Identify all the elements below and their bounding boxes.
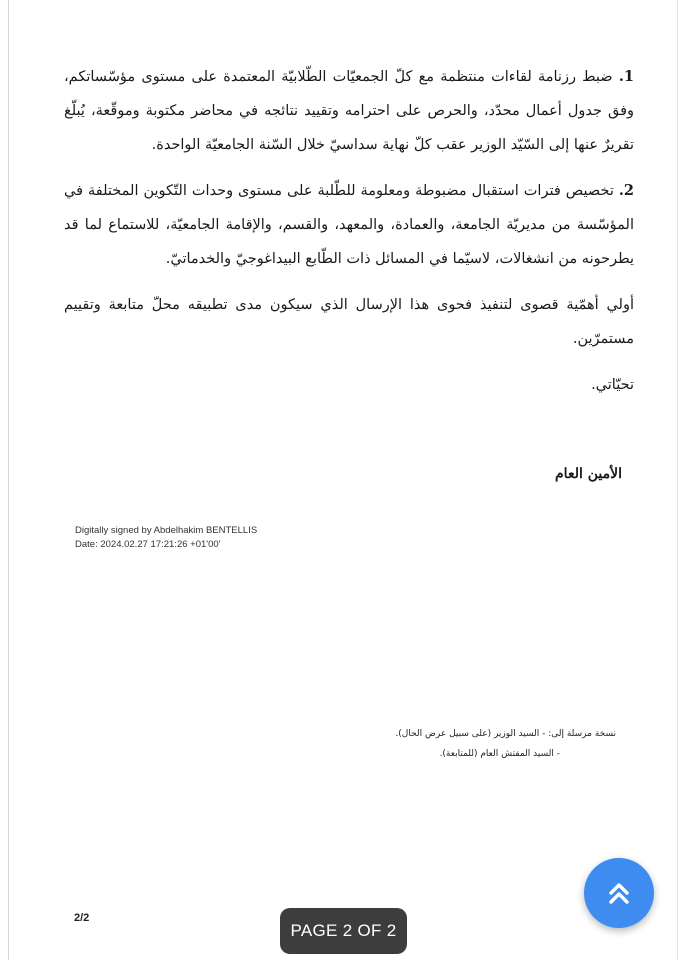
closing-paragraph: أولي أهمّية قصوى لتنفيذ فحوى هذا الإرسال الذي سيكون مدى تطبيقه محلّ متابعة وتقييم مستمرّين. bbox=[64, 297, 634, 347]
digital-signature-signer: Digitally signed by Abdelhakim BENTELLIS bbox=[75, 525, 258, 536]
page-left-edge bbox=[8, 0, 9, 960]
paragraph-1 bbox=[64, 60, 634, 162]
paragraph-2 bbox=[64, 174, 634, 276]
digital-signature-date: Date: 2024.02.27 17:21:26 +01'00' bbox=[75, 539, 221, 550]
copy-recipient-inspector: - السيد المفتش العام (للمتابعة). bbox=[439, 749, 560, 759]
copy-recipient-minister: نسخة مرسلة إلى: - السيد الوزير (على سبيل عرض الحال). bbox=[395, 729, 616, 739]
page-indicator: PAGE 2 OF 2 bbox=[280, 908, 407, 954]
signatory-title: الأمين العام bbox=[555, 466, 622, 482]
page-right-edge bbox=[677, 0, 678, 960]
document-body bbox=[64, 60, 634, 414]
greeting: تحيّاتي. bbox=[591, 377, 634, 393]
paragraph-number: 1. bbox=[618, 68, 634, 85]
paragraph-number: 2. bbox=[618, 182, 634, 199]
digital-signature bbox=[75, 524, 257, 552]
copy-recipients bbox=[395, 724, 616, 764]
scroll-to-top-button[interactable] bbox=[584, 858, 654, 928]
paragraph-text: تخصيص فترات استقبال مضبوطة ومعلومة للطّلبة على مستوى وحدات التّكوين المختلفة في المؤسّسة من مديريّة الجامعة، والعمادة، والمعهد، والقسم، والإقامة الجامعيّة، للاستماع لما قد يطرحونه من انشغالات، لاسيّما في المسائل ذات الطّابع البيداغوجيّ والخدماتيّ. bbox=[64, 183, 634, 267]
page-counter: 2/2 bbox=[74, 912, 90, 924]
paragraph-text: ضبط رزنامة لقاءات منتظمة مع كلّ الجمعيّات الطّلابيّة المعتمدة على مستوى مؤسّساتكم، وفق جدول أعمال محدّد، والحرص على احترامه وتقييد نتائجه في محاضر مكتوبة وموقّعة، يُبلّغ تقريرٌ عنها إلى السّيّد الوزير عقب كلّ نهاية سداسيّ خلال السّنة الجامعيّة الواحدة. bbox=[64, 69, 634, 153]
double-chevron-up-icon bbox=[604, 878, 634, 908]
